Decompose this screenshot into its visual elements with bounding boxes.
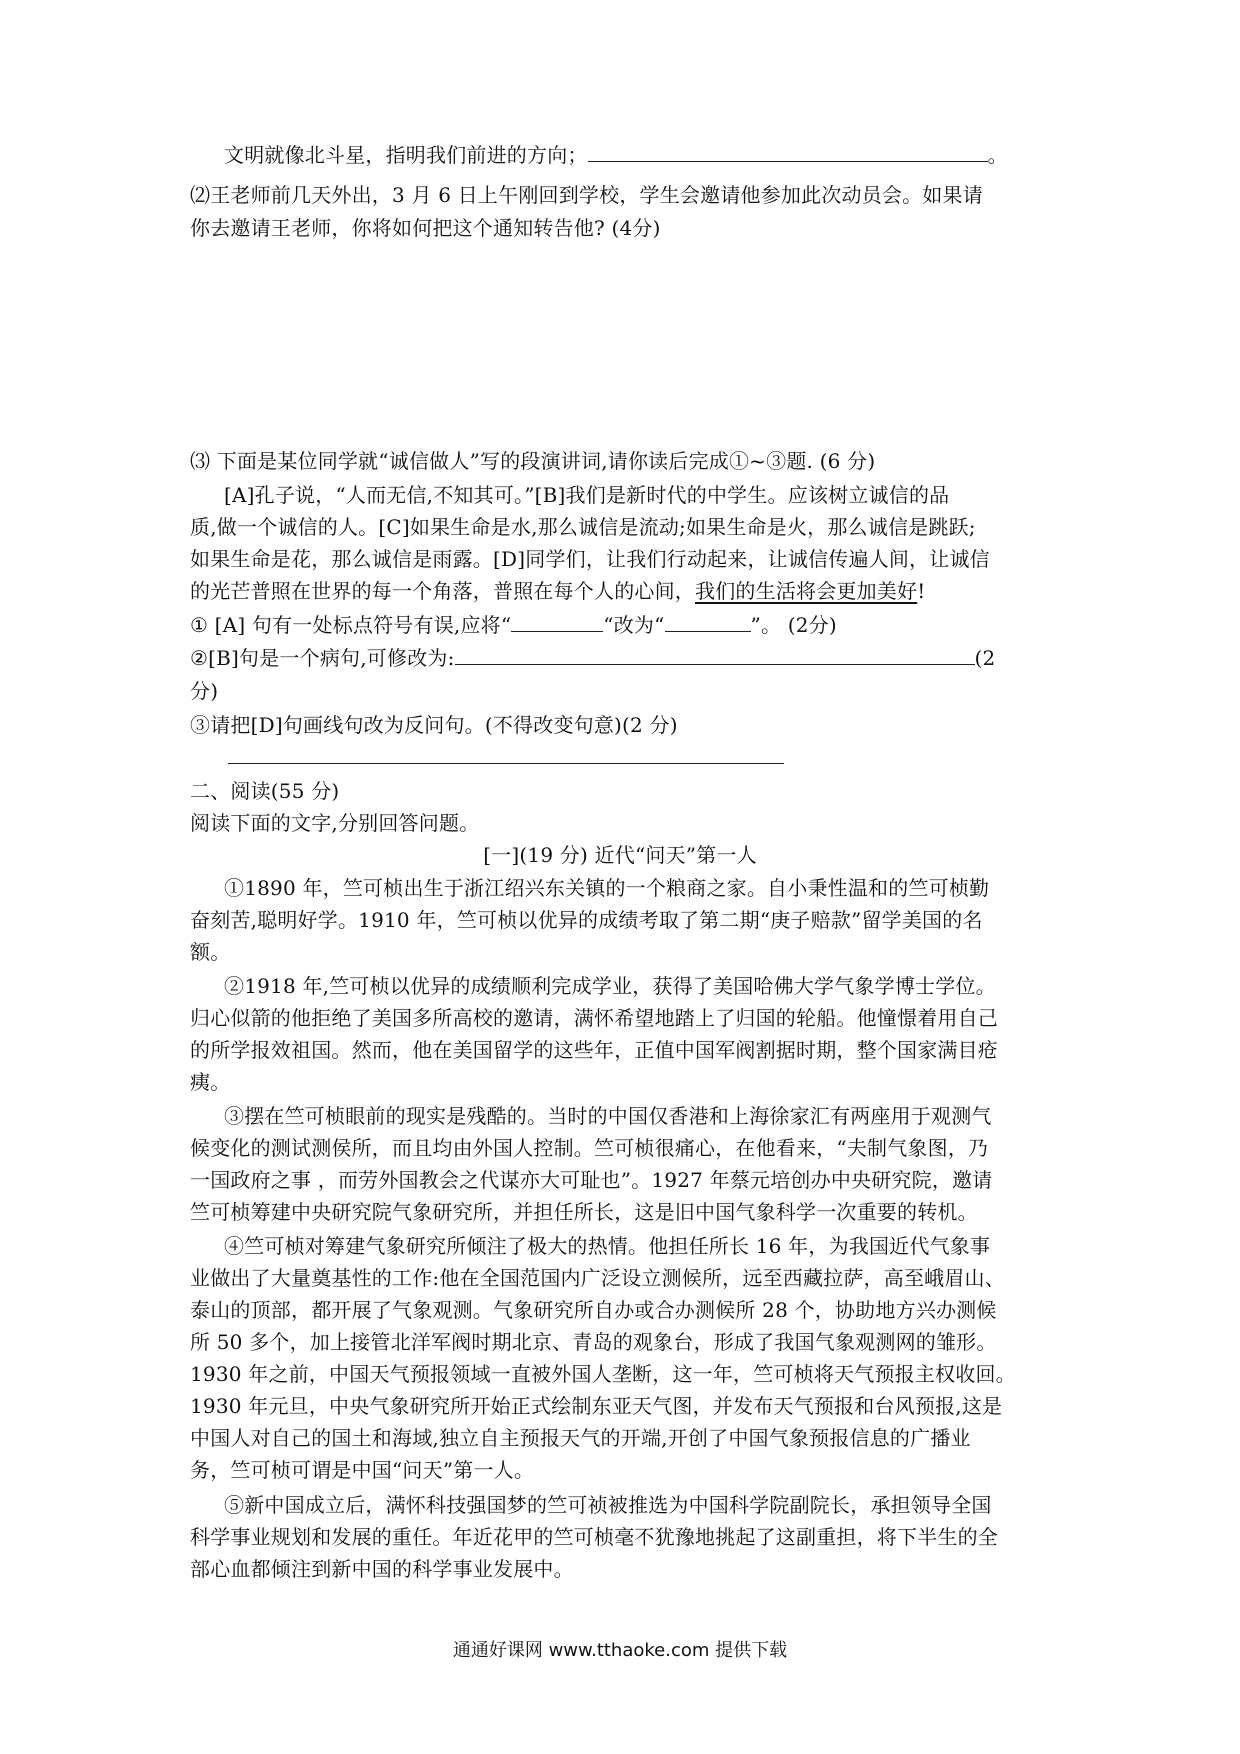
q3-intro: ⑶ 下面是某位同学就“诚信做人”写的段演讲词,请你读后完成①~③题. (6 分): [190, 449, 876, 473]
q3-sub2-score-a: (2: [974, 646, 996, 670]
q3-sub1-middle: “改为“: [603, 613, 665, 637]
para4-line-6: 1930 年元旦，中央气象研究所开始正式绘制东亚天气图，并发布天气预报和台风预报,这是: [190, 1394, 1003, 1418]
para2-line-2: 归心似箭的他拒绝了美国多所高校的邀请，满怀希望地踏上了归国的轮船。他憧憬着用自己: [190, 1006, 998, 1030]
para3-line-4: 竺可桢筹建中央研究院气象研究所，并担任所长，这是旧中国气象科学一次重要的转机。: [190, 1200, 978, 1224]
para3-line-3: 一国政府之事 ，而劳外国教会之代谋亦大可耻也”。1927 年蔡元培创办中央研究院，邀请: [190, 1168, 993, 1192]
q1-end-mark: 。: [987, 143, 1008, 167]
q3-passage-line-1: [A]孔子说，“人而无信,不知其可。”[B]我们是新时代的中学生。应该树立诚信的品: [224, 483, 950, 507]
section2-instruction: 阅读下面的文字,分别回答问题。: [190, 811, 480, 835]
q3-sub3: ③请把[D]句画线句改为反问句。(不得改变句意)(2 分): [190, 713, 678, 737]
para3-line-2: 候变化的测试测侯所，而且均由外国人控制。竺可桢很痛心，在他看来，“夫制气象图，乃: [190, 1136, 989, 1160]
q1-answer-line: [224, 140, 1008, 170]
q3-passage-line-4: [190, 576, 925, 606]
q2-line-1: ⑵王老师前几天外出，3 月 6 日上午刚回到学校，学生会邀请他参加此次动员会。如果请: [190, 183, 983, 207]
para4-line-1: ④竺可桢对筹建气象研究所倾注了极大的热情。他担任所长 16 年，为我国近代气象事: [224, 1234, 991, 1258]
para2-line-4: 痍。: [190, 1070, 231, 1094]
q3-sub1-blank-2[interactable]: [665, 611, 751, 632]
para5-line-3: 部心血都倾注到新中国的科学事业发展中。: [190, 1557, 574, 1581]
q3-sub1-score: ”。 (2分): [750, 613, 837, 637]
para2-line-1: ②1918 年,竺可桢以优异的成绩顺利完成学业，获得了美国哈佛大学气象学博士学位。: [224, 974, 996, 998]
q3-sub2: [190, 643, 995, 673]
q3-sub2-prompt: ②[B]句是一个病句,可修改为:: [190, 646, 455, 670]
para5-line-2: 科学事业规划和发展的重任。年近花甲的竺可桢毫不犹豫地挑起了这副重担，将下半生的全: [190, 1525, 998, 1549]
para4-line-2: 业做出了大量奠基性的工作:他在全国范国内广泛设立测候所，远至西藏拉萨，高至峨眉山、: [190, 1266, 1005, 1290]
q3-passage-line-3: 如果生命是花，那么诚信是雨露。[D]同学们，让我们行动起来，让诚信传遍人间，让诚信: [190, 547, 990, 571]
para1-line-2: 奋刻苦,聪明好学。1910 年，竺可桢以优异的成绩考取了第二期“庚子赔款”留学美国的名: [190, 908, 983, 932]
para2-line-3: 的所学报效祖国。然而，他在美国留学的这些年，正值中国军阀割据时期，整个国家满目疮: [190, 1038, 998, 1062]
page-footer: 通通好课网 www.tthaoke.com 提供下载: [452, 1640, 788, 1661]
q3-passage-end: !: [917, 579, 926, 603]
q3-passage-line-2: 质,做一个诚信的人。[C]如果生命是水,那么诚信是流动;如果生命是火，那么诚信是跳跃;: [190, 515, 976, 539]
q3-sub1-blank-1[interactable]: [511, 611, 603, 632]
q3-sub2-blank[interactable]: [455, 644, 975, 665]
q2-line-2: 你去邀请王老师，你将如何把这个通知转告他? (4分): [190, 216, 661, 240]
para1-line-3: 额。: [190, 940, 231, 964]
para1-line-1: ①1890 年，竺可桢出生于浙江绍兴东关镇的一个粮商之家。自小秉性温和的竺可桢勤: [224, 876, 990, 900]
q1-prompt: 文明就像北斗星，指明我们前进的方向；: [224, 143, 588, 167]
para4-line-7: 中国人对自己的国土和海域,独立自主预报天气的开端,开创了中国气象预报信息的广播业: [190, 1426, 971, 1450]
q3-passage-text: 的光芒普照在世界的每一个角落，普照在每个人的心间，: [190, 579, 695, 603]
para4-line-3: 泰山的顶部，都开展了气象观测。气象研究所自办或合办测候所 28 个，协助地方兴办测候: [190, 1298, 997, 1322]
para4-line-8: 务，竺可桢可谓是中国“问天”第一人。: [190, 1458, 535, 1482]
section2-heading: 二、阅读(55 分): [190, 779, 340, 803]
q3-sub2-score-b: 分): [190, 679, 219, 703]
para3-line-1: ③摆在竺可桢眼前的现实是残酷的。当时的中国仅香港和上海徐家汇有两座用于观测气: [224, 1104, 992, 1128]
q3-sub1-prompt: ① [A] 句有一处标点符号有误,应将“: [190, 613, 512, 637]
q3-underlined-sentence: 我们的生活将会更加美好: [695, 579, 918, 603]
q3-sub3-answer-line[interactable]: [228, 763, 784, 764]
para4-line-5: 1930 年之前，中国天气预报领域一直被外国人垄断，这一年，竺可桢将天气预报主权收回。: [190, 1362, 1016, 1386]
para4-line-4: 所 50 多个，加上接管北洋军阀时期北京、青岛的观象台，形成了我国气象观测网的雏形。: [190, 1330, 997, 1354]
q3-sub1: [190, 610, 837, 640]
para5-line-1: ⑤新中国成立后，满怀科技强国梦的竺可祯被推选为中国科学院副院长，承担领导全国: [224, 1493, 992, 1517]
section2-subheading: [一](19 分) 近代“问天”第一人: [483, 843, 757, 867]
q1-answer-blank[interactable]: [588, 141, 988, 162]
